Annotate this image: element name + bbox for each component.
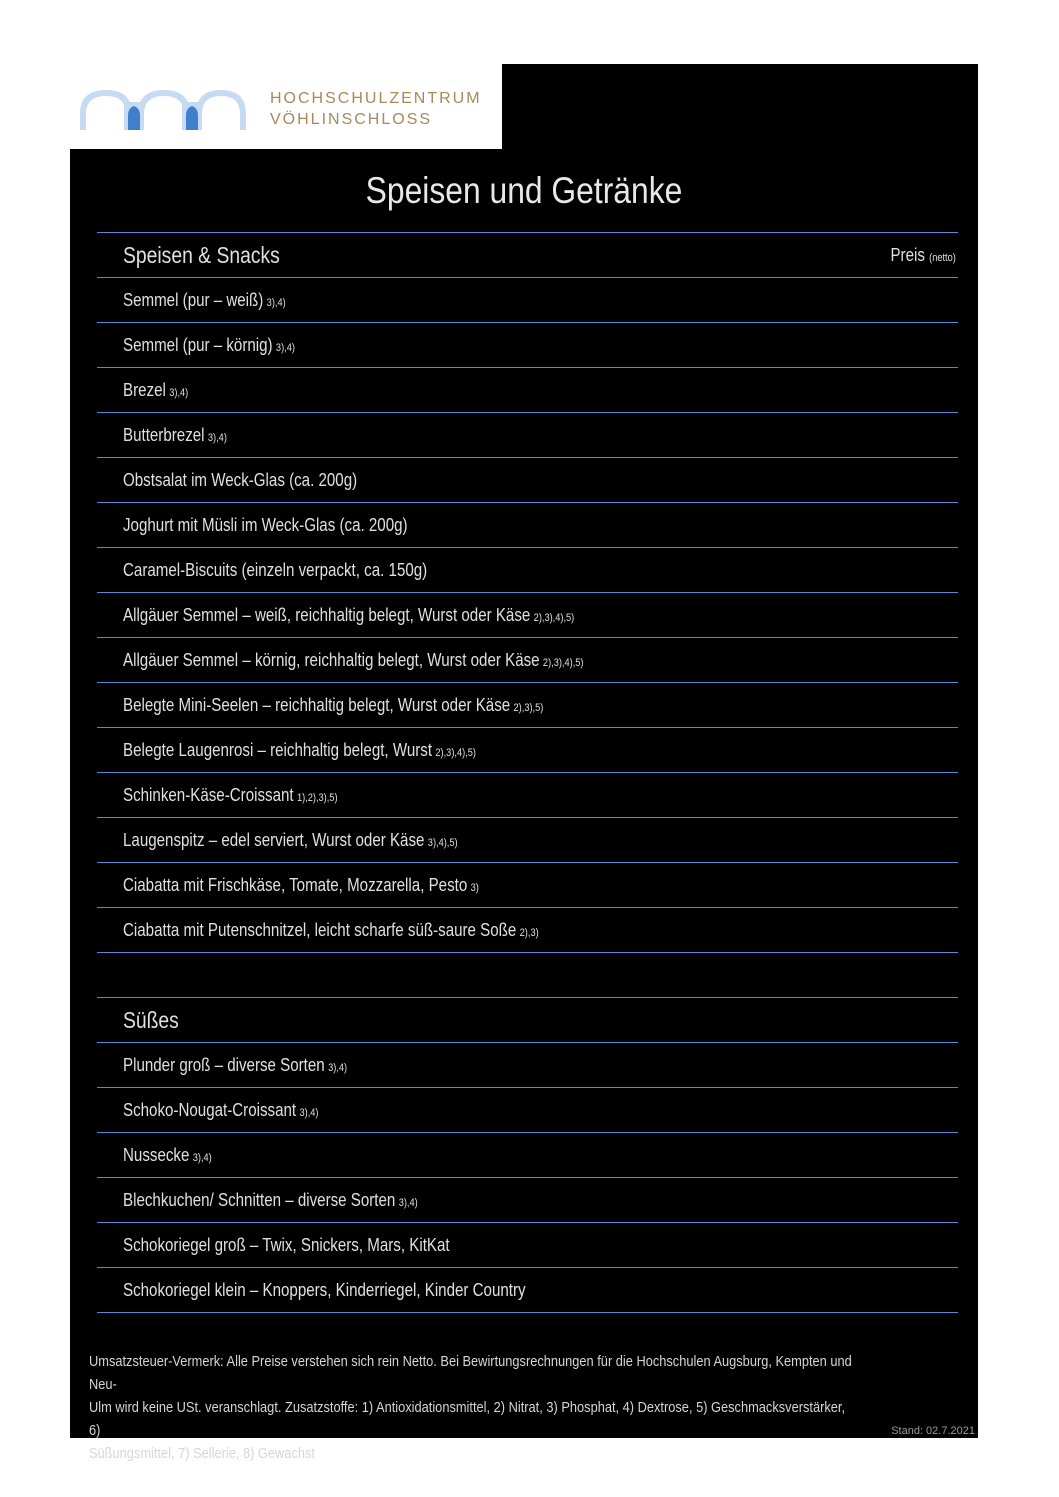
menu-item	[123, 425, 227, 446]
menu-item-row	[97, 413, 958, 458]
menu-item-row	[97, 1178, 958, 1223]
item-name: Blechkuchen/ Schnitten – diverse Sorten	[123, 1190, 396, 1210]
item-allergens: 2),3),4),5)	[435, 747, 476, 759]
menu-item	[123, 1145, 212, 1166]
item-allergens: 1),2),3),5)	[296, 792, 338, 804]
menu-item-row	[97, 1268, 958, 1313]
menu-item-row	[97, 278, 958, 323]
menu-item	[123, 785, 338, 806]
menu-item	[123, 740, 476, 761]
section-header-snacks	[97, 233, 958, 278]
item-name: Ciabatta mit Putenschnitzel, leicht scharfe süß-saure Soße	[123, 920, 517, 940]
item-allergens: 3),4)	[207, 432, 227, 444]
menu-item	[123, 1055, 347, 1076]
empty-row	[97, 953, 958, 998]
menu-table	[97, 232, 958, 1313]
brand-name	[270, 88, 482, 130]
item-allergens: 3),4)	[192, 1152, 212, 1164]
menu-item	[123, 335, 295, 356]
item-allergens: 3),4)	[398, 1197, 418, 1209]
menu-item	[123, 515, 408, 536]
section-title: Süßes	[123, 1007, 179, 1033]
arches-logo-icon	[78, 86, 250, 132]
menu-item-row	[97, 863, 958, 908]
item-name: Ciabatta mit Frischkäse, Tomate, Mozzarella, Pesto	[123, 875, 468, 895]
item-name: Allgäuer Semmel – weiß, reichhaltig belegt, Wurst oder Käse	[123, 605, 531, 625]
item-name: Allgäuer Semmel – körnig, reichhaltig belegt, Wurst oder Käse	[123, 650, 540, 670]
menu-item-row	[97, 1133, 958, 1178]
menu-item-row	[97, 638, 958, 683]
item-name: Obstsalat im Weck-Glas (ca. 200g)	[123, 470, 358, 490]
item-name: Belegte Mini-Seelen – reichhaltig belegt, Wurst oder Käse	[123, 695, 511, 715]
item-name: Schoko-Nougat-Croissant	[123, 1100, 297, 1120]
section-title: Speisen & Snacks	[123, 242, 280, 268]
menu-item	[123, 1100, 318, 1121]
menu-item	[123, 470, 357, 491]
menu-item	[123, 1280, 526, 1301]
item-allergens: 2),3),4),5)	[542, 657, 584, 669]
price-label: Preis	[890, 245, 926, 265]
item-name: Plunder groß – diverse Sorten	[123, 1055, 325, 1075]
page-title: Speisen und Getränke	[365, 170, 683, 211]
menu-item-row	[97, 323, 958, 368]
item-allergens: 3),4)	[169, 387, 189, 399]
menu-item-row	[97, 1223, 958, 1268]
item-allergens: 2),3),5)	[513, 702, 544, 714]
menu-item-row	[97, 1088, 958, 1133]
item-name: Joghurt mit Müsli im Weck-Glas (ca. 200g)	[123, 515, 408, 535]
item-allergens: 3)	[470, 882, 479, 894]
item-allergens: 3),4)	[266, 297, 286, 309]
item-allergens: 3),4)	[328, 1062, 348, 1074]
brand-line-1: HOCHSCHULZENTRUM	[270, 90, 482, 107]
item-name: Semmel (pur – körnig)	[123, 335, 273, 355]
menu-item	[123, 1235, 450, 1256]
menu-item	[123, 920, 539, 941]
item-allergens: 3),4)	[299, 1107, 319, 1119]
footnote-line-1: Umsatzsteuer-Vermerk: Alle Preise verstehen sich rein Netto. Bei Bewirtungsrechnungen für die Hochschulen Augsburg, Kempten und Neu-	[89, 1353, 852, 1393]
menu-item-row	[97, 773, 958, 818]
menu-item	[123, 830, 458, 851]
item-name: Schinken-Käse-Croissant	[123, 785, 294, 805]
logo-header	[70, 64, 502, 149]
item-name: Brezel	[123, 380, 166, 400]
item-allergens: 3),4)	[275, 342, 295, 354]
menu-item-row	[97, 503, 958, 548]
item-name: Schokoriegel groß – Twix, Snickers, Mars, KitKat	[123, 1235, 450, 1255]
menu-item	[123, 650, 584, 671]
menu-item-row	[97, 548, 958, 593]
menu-item-row	[97, 1043, 958, 1088]
item-name: Semmel (pur – weiß)	[123, 290, 264, 310]
footnote-line-3: Süßungsmittel, 7) Sellerie, 8) Gewachst	[89, 1445, 315, 1462]
item-name: Schokoriegel klein – Knoppers, Kinderriegel, Kinder Country	[123, 1280, 526, 1300]
menu-item-row	[97, 458, 958, 503]
item-name: Caramel-Biscuits (einzeln verpackt, ca. 150g)	[123, 560, 428, 580]
menu-item	[123, 1190, 418, 1211]
menu-item-row	[97, 818, 958, 863]
last-updated: Stand: 02.7.2021	[891, 1425, 975, 1437]
item-allergens: 2),3)	[519, 927, 539, 939]
menu-item	[123, 290, 286, 311]
menu-item-row	[97, 368, 958, 413]
item-name: Laugenspitz – edel serviert, Wurst oder Käse	[123, 830, 425, 850]
price-note: (netto)	[929, 252, 956, 264]
menu-item	[123, 605, 574, 626]
item-name: Belegte Laugenrosi – reichhaltig belegt, Wurst	[123, 740, 433, 760]
menu-item-row	[97, 683, 958, 728]
menu-item	[123, 695, 543, 716]
price-column-header	[891, 245, 956, 266]
menu-item-row	[97, 728, 958, 773]
menu-item-row	[97, 593, 958, 638]
menu-item	[123, 560, 427, 581]
section-header-sweets	[97, 998, 958, 1043]
item-allergens: 3),4),5)	[427, 837, 458, 849]
footnote	[89, 1350, 859, 1465]
item-allergens: 2),3),4),5)	[533, 612, 575, 624]
menu-item	[123, 875, 479, 896]
item-name: Nussecke	[123, 1145, 190, 1165]
brand-line-2: VÖHLINSCHLOSS	[270, 111, 433, 128]
footnote-line-2: Ulm wird keine USt. veranschlagt. Zusatzstoffe: 1) Antioxidationsmittel, 2) Nitrat, 3) Phosphat, 4) Dextrose, 5) Geschmacksverstärker, 6)	[89, 1399, 846, 1439]
item-name: Butterbrezel	[123, 425, 205, 445]
menu-item-row	[97, 908, 958, 953]
menu-item	[123, 380, 188, 401]
